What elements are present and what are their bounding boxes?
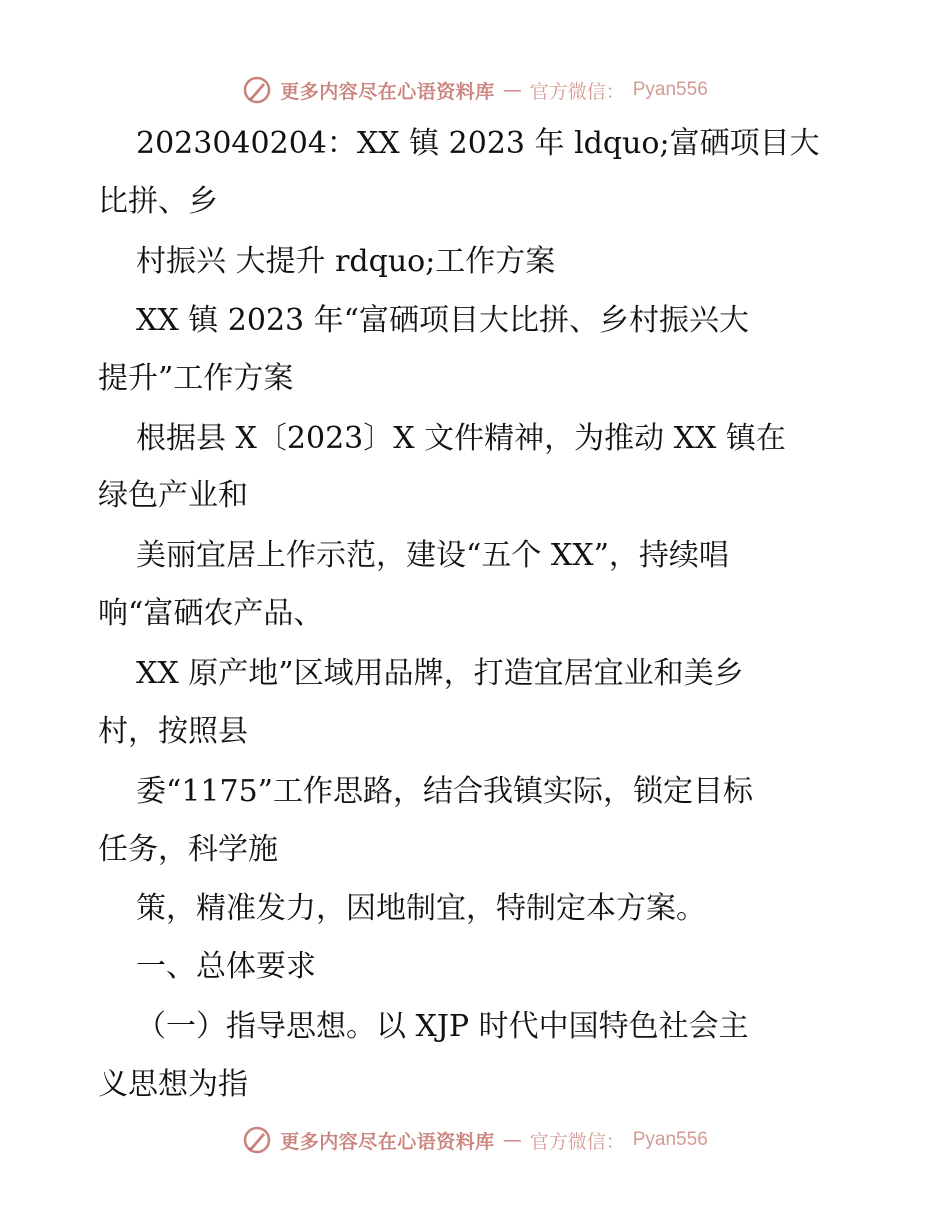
quill-logo-icon	[242, 75, 272, 105]
watermark-dash: —	[502, 79, 522, 101]
body-line: 绿色产业和	[98, 478, 248, 513]
body-line: （一）指导思想。以 XJP 时代中国特色社会主	[136, 1009, 749, 1044]
footer-watermark	[0, 1120, 950, 1160]
watermark-wechat-id: Pyan556	[632, 79, 708, 100]
body-line: XX 原产地”区域用品牌，打造宜居宜业和美乡	[136, 656, 744, 691]
watermark-dash: —	[502, 1129, 522, 1151]
watermark-wechat-id: Pyan556	[632, 1129, 708, 1150]
body-line: 村振兴 大提升 rdquo;工作方案	[136, 244, 556, 279]
watermark-main-text: 更多内容尽在心语资料库	[280, 1130, 495, 1153]
body-line: 策，精准发力，因地制宜，特制定本方案。	[136, 891, 706, 926]
body-line: 响“富硒农产品、	[98, 596, 324, 631]
body-line: 任务，科学施	[98, 832, 278, 867]
body-line: 委“1175”工作思路，结合我镇实际，锁定目标	[136, 774, 754, 809]
header-watermark	[0, 70, 950, 110]
body-line: 义思想为指	[98, 1067, 248, 1102]
watermark-sub-text: 官方微信：	[529, 1130, 625, 1153]
body-line: 提升”工作方案	[98, 361, 294, 396]
body-line: XX 镇 2023 年“富硒项目大比拼、乡村振兴大	[136, 303, 750, 338]
body-line: 2023040204：XX 镇 2023 年 ldquo;富硒项目大	[136, 126, 820, 161]
body-line: 根据县 X〔2023〕X 文件精神，为推动 XX 镇在	[136, 421, 786, 456]
watermark-sub-text: 官方微信：	[529, 80, 625, 103]
quill-logo-icon	[242, 1125, 272, 1155]
body-line: 村，按照县	[98, 714, 248, 749]
watermark-main-text: 更多内容尽在心语资料库	[280, 80, 495, 103]
section-heading: 一、总体要求	[136, 949, 316, 984]
body-line: 美丽宜居上作示范，建设“五个 XX”，持续唱	[136, 538, 729, 573]
body-line: 比拼、乡	[98, 184, 218, 219]
